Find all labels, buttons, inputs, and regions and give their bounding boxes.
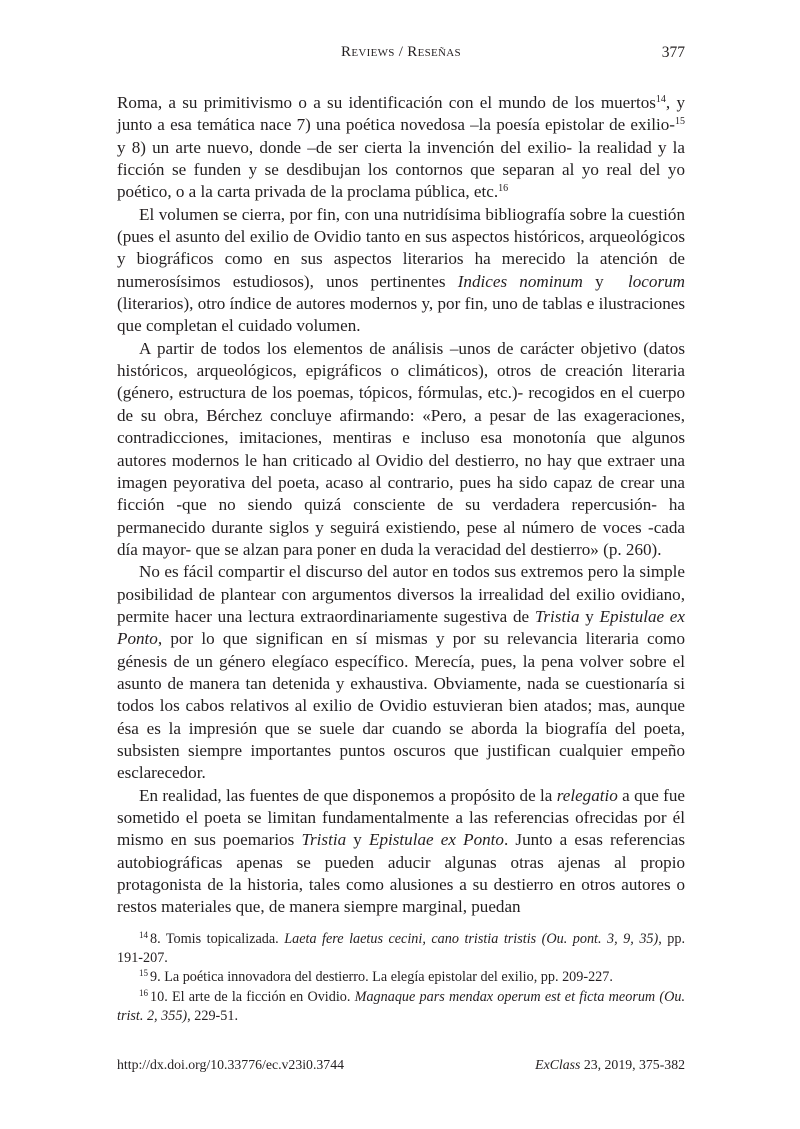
paragraph-3 (117, 338, 685, 561)
paragraph-4 (117, 561, 685, 784)
italic-quote: Laeta fere laetus cecini, cano tristia tristis (Ou. pont. 3, 9, 35) (284, 931, 659, 947)
paragraph-2 (117, 204, 685, 338)
footnote-ref-16[interactable]: 16 (498, 183, 509, 195)
text: , y junto a esa temática nace 7) una poética novedosa –la poesía epistolar de exilio- (117, 93, 685, 135)
text: A partir de todos los elementos de análisis –unos de carácter objetivo (datos históricos, arqueológicos, epigráficos o climáticos), otros de creación literaria (género, estructura de los poemas, tópicos, fórmulas, etc.)- recogidos en el cuerpo de su obra, Bérchez concluye afirmando: «Pero, a pesar de las exageraciones, contradicciones, imitaciones, mentiras e incluso esa monotonía que algunos autores modernos le han criticado al Ovidio del destierro, no hay que extraer una imagen peyorativa del poeta, acaso al contrario, pues ha sido capaz de crear una ficción -que no siendo quizá consciente de su verdadera repercusión- ha permanecido durante siglos y seguirá existiendo, pese al número de voces -cada día mayor- que se alzan para poner en duda la veracidad del destierro» (p. 260). (117, 338, 685, 559)
page-header (117, 44, 685, 68)
text: y (582, 271, 629, 291)
text: En realidad, las fuentes de que disponemos a propósito de la (139, 785, 557, 805)
italic-title: Tristia (301, 830, 347, 850)
footnote-ref-15[interactable]: 15 (675, 116, 685, 128)
footnote-14 (117, 930, 685, 968)
italic-quote: Magnaque pars mendax operum est et ficta meorum (Ou. trist. 2, 355) (117, 988, 685, 1024)
footnote-15 (117, 968, 685, 987)
footnote-16 (117, 988, 685, 1026)
italic-title: Tristia (534, 606, 580, 626)
text: , 229-51. (187, 1007, 238, 1024)
italic-title: Epistulae ex Ponto (369, 830, 504, 850)
footnote-number: 16 (139, 987, 148, 998)
text: y 8) un arte nuevo, donde –de ser cierta la invención del exilio- la realidad y la ficción se funden y se desdibujan los contornos que separan al yo real del yo poético, o a la carta privada de la proclama pública, etc. (117, 137, 685, 202)
running-head: Reviews / Reseñas (341, 44, 461, 60)
text: , pp. 191-207. (117, 931, 686, 967)
text: Roma, a su primitivismo o a su identificación con el mundo de los muertos (117, 93, 656, 112)
text: . Junto a esas referencias autobiográficas apenas se pueden aducir algunas otras ajenas al propio protagonista de la historia, tales como alusiones a su destierro en otros autores o restos materiales que, de manera siempre marginal, puedan (117, 830, 686, 917)
text: y (346, 830, 370, 850)
page-number: 377 (661, 44, 685, 61)
footnote-number: 14 (139, 930, 148, 940)
text: a que fue sometido el poeta se limitan fundamentalmente a las referencias ofrecidas por él mismo en sus poemarios (117, 785, 685, 850)
italic-term: Indices nominum (457, 271, 583, 291)
paragraph-1 (117, 92, 685, 204)
body-text (117, 92, 685, 919)
paragraph-5 (117, 785, 685, 919)
text: y (579, 606, 600, 626)
citation-details: 23, 2019, 375-382 (580, 1057, 685, 1072)
footnote-number: 15 (139, 968, 148, 979)
text: 8. Tomis topicalizada. (150, 931, 285, 947)
text: 9. La poética innovadora del destierro. La elegía epistolar del exilio, pp. 209-227. (150, 969, 613, 986)
italic-term: locorum (628, 271, 685, 291)
footnote-ref-14[interactable]: 14 (655, 94, 666, 105)
text: El volumen se cierra, por fin, con una nutridísima bibliografía sobre la cuestión (pues el asunto del exilio de Ovidio tanto en sus aspectos históricos, arqueológicos y biográficos como en sus aspectos literarios ha merecido la atención de numerosísimos estudiosos), unos pertinentes (117, 204, 685, 291)
italic-term: relegatio (556, 785, 618, 805)
footnotes (117, 930, 685, 1026)
text: No es fácil compartir el discurso del autor en todos sus extremos pero la simple posibilidad de plantear con argumentos diversos la irrealidad del exilio ovidiano, permite hacer una lectura extraordinariamente sugestiva de (117, 562, 685, 626)
text: (literarios), otro índice de autores modernos y, por fin, uno de tablas e ilustraciones que completan el cuidado volumen. (117, 294, 685, 336)
italic-title: Epistulae ex Ponto (117, 606, 685, 649)
text: 10. El arte de la ficción en Ovidio. (150, 988, 355, 1005)
page-footer (117, 1057, 685, 1079)
journal-name: ExClass (535, 1057, 581, 1072)
text: , por lo que significan en sí mismas y por su relevancia literaria como génesis de un género elegíaco específico. Merecía, pues, la pena volver sobre el asunto de manera tan detenida y exhaustiva. Obviamente, nada se cuestionaría si todos los cabos relativos al exilio de Ovidio estuvieran bien atados; mas, aunque ésa es la impresión que se suele dar cuando se aborda la biografía del poeta, subsisten siempre importantes puntos oscuros que justifican cualquier empeño esclarecedor. (117, 629, 685, 783)
doi-link[interactable]: http://dx.doi.org/10.33776/ec.v23i0.3744 (117, 1057, 345, 1072)
journal-citation (535, 1057, 685, 1073)
